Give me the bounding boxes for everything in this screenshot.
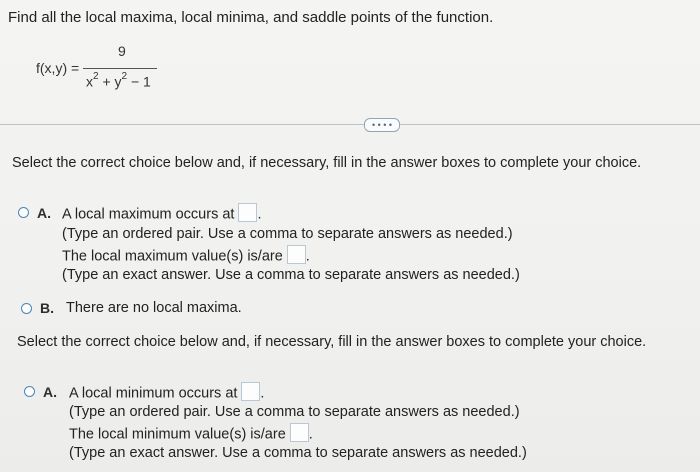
more-button[interactable] bbox=[364, 118, 400, 132]
part1-option-a-line2: (Type an ordered pair. Use a comma to separate answers as needed.) bbox=[62, 226, 513, 242]
part1-option-a-radio[interactable] bbox=[18, 207, 29, 218]
part1-max-value-label: The local maximum value(s) is/are bbox=[62, 248, 283, 265]
period: . bbox=[305, 248, 310, 265]
part1-option-b-letter: B. bbox=[40, 300, 54, 316]
part2-min-value-label: The local minimum value(s) is/are bbox=[69, 426, 286, 443]
part1-option-a-line1 bbox=[62, 205, 261, 224]
part2-option-a-line3 bbox=[69, 425, 313, 444]
part2-instruction: Select the correct choice below and, if necessary, fill in the answer boxes to complete your choice. bbox=[17, 334, 647, 350]
part1-option-b-radio[interactable] bbox=[21, 303, 32, 314]
part2-option-a-line1 bbox=[69, 384, 264, 403]
question-prompt: Find all the local maxima, local minima, and saddle points of the function. bbox=[8, 9, 494, 26]
local-max-location-input[interactable] bbox=[238, 203, 257, 222]
local-max-value-input[interactable] bbox=[287, 245, 306, 264]
part2-min-location-label: A local minimum occurs at bbox=[69, 385, 238, 402]
section-divider bbox=[0, 124, 700, 125]
exponent-x: 2 bbox=[93, 71, 99, 82]
denominator-tail: − 1 bbox=[127, 73, 151, 90]
part2-option-a-line4: (Type an exact answer. Use a comma to separate answers as needed.) bbox=[69, 445, 527, 461]
period: . bbox=[257, 206, 262, 223]
part1-option-a-line3 bbox=[62, 247, 310, 266]
part1-max-location-label: A local maximum occurs at bbox=[62, 206, 235, 223]
fraction-denominator bbox=[86, 73, 151, 90]
local-min-location-input[interactable] bbox=[241, 382, 260, 401]
more-dots-icon: • • • • bbox=[371, 120, 393, 130]
exponent-y: 2 bbox=[121, 71, 128, 82]
fraction-numerator: 9 bbox=[118, 43, 126, 59]
part1-option-a-line4: (Type an exact answer. Use a comma to separate answers as needed.) bbox=[62, 267, 520, 283]
part2-option-a-radio[interactable] bbox=[24, 386, 35, 397]
period: . bbox=[260, 385, 265, 402]
fraction-bar bbox=[83, 68, 157, 69]
part1-option-b-text: There are no local maxima. bbox=[66, 300, 242, 316]
denominator-plus-y: + y bbox=[98, 73, 122, 90]
part2-option-a-line2: (Type an ordered pair. Use a comma to separate answers as needed.) bbox=[69, 404, 520, 420]
period: . bbox=[308, 426, 313, 443]
local-min-value-input[interactable] bbox=[290, 423, 309, 442]
function-label: f(x,y) = bbox=[36, 60, 80, 76]
denominator-x: x bbox=[86, 73, 93, 90]
part2-option-a-letter: A. bbox=[43, 384, 57, 400]
part1-option-a-letter: A. bbox=[37, 205, 51, 221]
part1-instruction: Select the correct choice below and, if necessary, fill in the answer boxes to complete your choice. bbox=[12, 155, 642, 171]
